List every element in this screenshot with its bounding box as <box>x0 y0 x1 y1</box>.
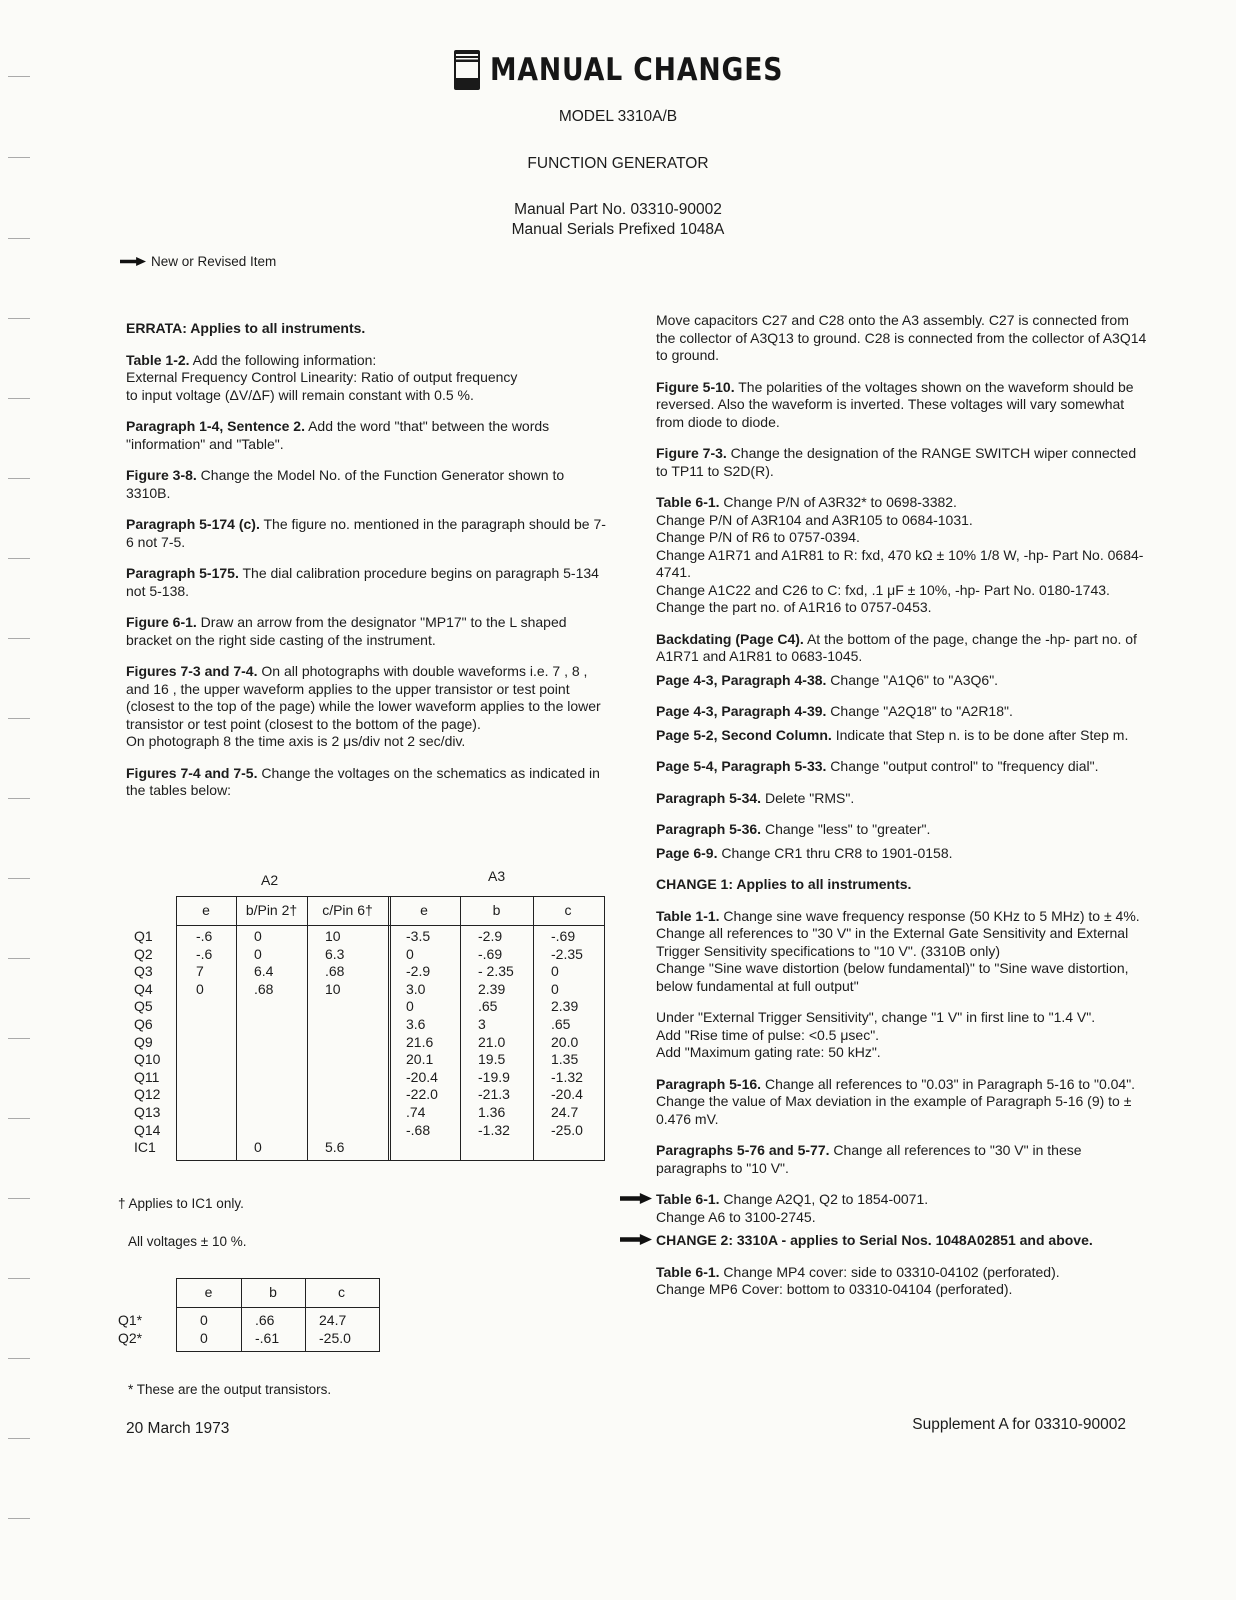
table-cell: 20.0 <box>551 1033 579 1050</box>
table-cell: 10 <box>325 980 341 997</box>
right-paragraph <box>656 1009 1150 1062</box>
right-paragraph <box>656 908 1150 996</box>
paragraph-text: Change "A2Q18" to "A2R18". <box>826 703 1013 719</box>
right-paragraph <box>656 631 1150 666</box>
table-cell: 24.7 <box>551 1104 579 1120</box>
right-paragraph <box>656 1191 1150 1226</box>
right-paragraph <box>656 445 1150 480</box>
paragraph-text: Delete "RMS". <box>761 789 855 806</box>
paragraph-text: Change the Model No. of the Function Generator shown to 3310B. <box>126 467 565 501</box>
left-paragraph <box>126 516 612 551</box>
table-cell: .66 <box>255 1312 275 1328</box>
row-label: Q2 <box>134 945 153 962</box>
table-cell: 24.7 <box>319 1312 347 1328</box>
left-paragraph <box>126 614 612 649</box>
paragraph-text: Move capacitors C27 and C28 onto the A3 assembly. C27 is connected from the collector of A3Q13 to ground. C28 is connected from the collector of A3Q14 to ground. <box>656 312 1147 363</box>
paragraph-text: Change CR1 thru CR8 to 1901-0158. <box>717 844 953 861</box>
table-cell: -20.4 <box>406 1068 438 1085</box>
table-cell: -1.32 <box>551 1068 583 1085</box>
paragraph-text: Change MP4 cover: side to 03310-04102 (perforated). Change MP6 Cover: bottom to 03310-04104 (perforated). <box>656 1263 1060 1297</box>
table-cell: 0 <box>551 980 559 997</box>
table-cell: 0 <box>406 945 414 962</box>
table-cell: 2.39 <box>551 998 579 1015</box>
left-paragraph <box>126 418 612 453</box>
paragraph-heading: Page 5-4, Paragraph 5-33. <box>656 758 827 774</box>
paragraph-heading: Table 6-1. <box>656 494 720 510</box>
paragraph-heading: Table 1-1. <box>656 907 720 924</box>
paragraph-text: Change "output control" to "frequency dial". <box>826 758 1099 774</box>
table-cell: -.69 <box>551 928 576 944</box>
row-label: Q13 <box>134 1104 161 1120</box>
paragraph-heading: Page 4-3, Paragraph 4-38. <box>656 671 827 688</box>
arrow-right-icon <box>620 1193 652 1204</box>
paragraph-heading: Figure 3-8. <box>126 467 197 483</box>
paragraph-text: Change "less" to "greater". <box>761 821 931 837</box>
paragraph-heading: Paragraph 1-4, Sentence 2. <box>126 418 305 434</box>
paragraph-heading: Figures 7-3 and 7-4. <box>126 663 258 679</box>
hp-logo-icon <box>452 48 482 92</box>
paragraph-text: On all photographs with double waveforms i.e. 7 , 8 , and 16 , the upper waveform applies to the upper transistor or test point (closest to the top of the page) while the lower waveform applies to the lower transistor or test point (closest to the bottom of the page). On photograph 8 the time axis is 2 μs/div not 2 sec/div. <box>126 663 601 749</box>
paragraph-text: Change "A1Q6" to "A3Q6". <box>826 671 999 688</box>
column-header: b <box>492 902 501 918</box>
table-cell: 3.0 <box>406 980 426 997</box>
row-label: IC1 <box>134 1139 156 1156</box>
paragraph-text: Change all references to "30 V" in these paragraphs to "10 V". <box>656 1142 1082 1176</box>
arrow-right-icon <box>120 257 146 266</box>
row-label: Q12 <box>134 1086 161 1103</box>
column-header: c <box>338 1284 345 1300</box>
column-header: b/Pin 2† <box>245 902 298 918</box>
right-paragraph <box>656 845 1150 863</box>
right-paragraph <box>656 790 1150 808</box>
table-cell: 20.1 <box>406 1051 434 1068</box>
table-frame <box>176 896 605 1161</box>
paragraph-heading: Table 1-2. <box>126 351 190 368</box>
table-cell: -.69 <box>478 945 503 962</box>
right-paragraph <box>656 703 1150 721</box>
column-header: b <box>269 1284 277 1300</box>
header-divider <box>177 925 604 926</box>
table-cell: 0 <box>406 998 414 1015</box>
column-divider <box>236 897 237 1160</box>
paragraph-heading: Page 4-3, Paragraph 4-39. <box>656 703 827 719</box>
column-divider <box>307 897 308 1160</box>
row-label: Q4 <box>134 980 153 997</box>
table-cell: -20.4 <box>551 1086 583 1103</box>
table-cell: -22.0 <box>406 1086 438 1103</box>
left-paragraph <box>126 320 612 338</box>
right-paragraph <box>656 1076 1150 1129</box>
table-cell: -19.9 <box>478 1068 510 1085</box>
table-cell: -2.9 <box>478 928 503 944</box>
table-cell: -.6 <box>196 928 213 944</box>
paragraph-text: Change A2Q1, Q2 to 1854-0071. Change A6 to 3100-2745. <box>656 1191 929 1225</box>
manual-serials: Manual Serials Prefixed 1048A <box>511 221 725 238</box>
table-cell: 0 <box>254 945 262 962</box>
output-transistor-table <box>118 1278 386 1368</box>
group-label-a2: A2 <box>261 872 279 888</box>
table-cell: 6.4 <box>254 963 274 980</box>
column-divider <box>388 897 391 1160</box>
table-cell: 19.5 <box>478 1051 506 1068</box>
row-label: Q3 <box>134 963 153 980</box>
column-header: c/Pin 6† <box>322 902 373 918</box>
paragraph-heading: CHANGE 2: 3310A - applies to Serial Nos. 1048A02851 and above. <box>656 1232 1093 1248</box>
table-cell: 7 <box>196 963 204 980</box>
table-cell: 21.0 <box>478 1033 506 1050</box>
table-cell: -2.35 <box>551 945 583 962</box>
row-label: Q1* <box>118 1312 143 1328</box>
table-cell: 0 <box>200 1312 208 1328</box>
left-column <box>126 320 612 814</box>
paragraph-heading: Paragraph 5-34. <box>656 789 762 806</box>
table-cell: 10 <box>325 928 341 944</box>
paragraph-text: Draw an arrow from the designator "MP17" to the L shaped bracket on the right side casting of the instrument. <box>126 614 567 648</box>
legend <box>120 254 276 269</box>
table-cell: .65 <box>478 998 498 1015</box>
paragraph-heading: Figures 7-4 and 7-5. <box>126 764 258 781</box>
column-header: e <box>420 902 428 918</box>
paragraph-text: The dial calibration procedure begins on paragraph 5-134 not 5-138. <box>126 565 599 599</box>
paragraph-heading: Paragraphs 5-76 and 5-77. <box>656 1142 830 1158</box>
table-cell: 21.6 <box>406 1033 434 1050</box>
table-cell: -3.5 <box>406 928 431 944</box>
paragraph-heading: Figure 5-10. <box>656 378 735 395</box>
right-column <box>656 312 1150 1313</box>
table-cell: .65 <box>551 1016 571 1032</box>
title-text: MANUAL CHANGES <box>490 52 784 88</box>
right-paragraph <box>656 494 1150 617</box>
row-label: Q14 <box>134 1121 161 1138</box>
paragraph-heading: Page 5-2, Second Column. <box>656 726 832 743</box>
column-divider <box>533 897 534 1160</box>
paragraph-heading: Page 6-9. <box>656 844 718 861</box>
table-cell: -1.32 <box>478 1121 510 1138</box>
paragraph-text: The figure no. mentioned in the paragraph should be 7-6 not 7-5. <box>126 516 606 550</box>
paragraph-text: Add the following information: External Frequency Control Linearity: Ratio of output frequency to input voltage (ΔV/ΔF) will remain constant with 0.5 %. <box>126 351 518 403</box>
table-cell: 0 <box>254 1139 262 1156</box>
row-label: Q6 <box>134 1016 153 1032</box>
table-cell: 3.6 <box>406 1016 426 1032</box>
right-paragraph <box>656 758 1150 776</box>
row-label: Q1 <box>134 928 153 944</box>
paragraph-text: Under "External Trigger Sensitivity", change "1 V" in first line to "1.4 V". Add "Rise time of pulse: <0.5 μsec". Add "Maximum gating rate: 50 kHz". <box>656 1009 1096 1060</box>
paragraph-heading: Backdating (Page C4). <box>656 630 804 647</box>
right-paragraph <box>656 876 1150 894</box>
table-cell: 6.3 <box>325 945 345 962</box>
right-paragraph <box>656 1264 1150 1299</box>
paragraph-heading: Paragraph 5-36. <box>656 821 762 837</box>
right-paragraph <box>656 727 1150 745</box>
left-paragraph <box>126 352 612 405</box>
table-cell: 3 <box>478 1016 486 1032</box>
group-label-a3: A3 <box>488 868 506 884</box>
row-label: Q2* <box>118 1330 143 1346</box>
right-paragraph <box>656 672 1150 690</box>
column-divider <box>460 897 461 1160</box>
paragraph-heading: ERRATA: Applies to all instruments. <box>126 320 366 336</box>
left-paragraph <box>126 663 612 751</box>
paragraph-text: The polarities of the voltages shown on the waveform should be reversed. Also the waveform is inverted. These voltages will vary somewhat from diode to diode. <box>656 378 1134 430</box>
paragraph-text: Add the word "that" between the words "information" and "Table". <box>126 418 550 452</box>
table-cell: -21.3 <box>478 1086 510 1103</box>
paragraph-heading: Table 6-1. <box>656 1263 720 1280</box>
header-divider <box>177 1307 379 1308</box>
table-cell: -.68 <box>406 1121 431 1138</box>
right-paragraph <box>656 379 1150 432</box>
table-cell: -.61 <box>255 1330 280 1346</box>
table-cell: -.6 <box>196 945 213 962</box>
column-header: c <box>564 902 572 918</box>
table-cell: .68 <box>325 963 345 980</box>
paragraph-text: Change P/N of A3R32* to 0698-3382. Change P/N of A3R104 and A3R105 to 0684-1031. Change P/N of R6 to 0757-0394. Change A1R71 and A1R81 to R: fxd, 470 kΩ ± 10% 1/8 W, -hp- Part No. 0684-4741. Change A1C22 and C26 to C: fxd, .1 μF ± 10%, -hp- Part No. 0180-1743. Change the part no. of A1R16 to 0757-0453. <box>656 494 1144 615</box>
column-header: e <box>202 902 210 918</box>
left-paragraph <box>126 467 612 502</box>
paragraph-text: Change sine wave frequency response (50 KHz to 5 MHz) to ± 4%. Change all references to "30 V" in the External Gate Sensitivity and External Trigger Sensitivity specifications to "10 V". (3310B only) Change "Sine wave distortion (below fundamental)" to "Sine wave distortion, below fundamental at full output" <box>656 907 1140 994</box>
row-label: Q5 <box>134 998 153 1015</box>
table-cell: 0 <box>254 928 262 944</box>
table-cell: 0 <box>551 963 559 980</box>
paragraph-heading: Paragraph 5-16. <box>656 1075 762 1092</box>
table-cell: -25.0 <box>551 1121 583 1138</box>
paragraph-heading: Paragraph 5-174 (c). <box>126 516 260 532</box>
arrow-right-icon <box>620 1234 652 1245</box>
paragraph-text: Change the designation of the RANGE SWITCH wiper connected to TP11 to S2D(R). <box>656 445 1137 479</box>
table-cell: -2.9 <box>406 963 431 980</box>
table-cell: - 2.35 <box>478 963 514 980</box>
table-cell: 1.36 <box>478 1104 506 1120</box>
note-output-transistors: * These are the output transistors. <box>128 1382 332 1397</box>
instrument-name: FUNCTION GENERATOR <box>527 155 709 172</box>
right-paragraph <box>656 1142 1150 1177</box>
row-label: Q9 <box>134 1033 153 1050</box>
footer-date: 20 March 1973 <box>126 1420 230 1437</box>
right-paragraph <box>656 821 1150 839</box>
table-cell: 2.39 <box>478 980 506 997</box>
paragraph-text: At the bottom of the page, change the -hp- part no. of A1R71 and A1R81 to 0683-1045. <box>656 630 1137 664</box>
page-title <box>452 48 831 92</box>
paragraph-heading: Table 6-1. <box>656 1191 720 1207</box>
note-voltages: All voltages ± 10 %. <box>128 1234 247 1249</box>
paragraph-heading: CHANGE 1: Applies to all instruments. <box>656 876 912 892</box>
paragraph-text: Indicate that Step n. is to be done after Step m. <box>831 726 1129 743</box>
table-cell: 0 <box>196 980 204 997</box>
table-cell: -25.0 <box>319 1330 351 1346</box>
table-cell: 5.6 <box>325 1139 345 1156</box>
table-cell: 0 <box>200 1330 208 1346</box>
footer-supplement: Supplement A for 03310-90002 <box>912 1416 1126 1433</box>
row-label: Q10 <box>134 1051 161 1068</box>
paragraph-heading: Paragraph 5-175. <box>126 565 239 581</box>
manual-part-no: Manual Part No. 03310-90002 <box>514 201 722 218</box>
column-header: e <box>204 1284 213 1300</box>
paragraph-heading: Figure 7-3. <box>656 445 727 461</box>
model-line: MODEL 3310A/B <box>558 108 678 125</box>
right-paragraph <box>656 312 1150 365</box>
legend-label: New or Revised Item <box>151 254 277 269</box>
voltage-table-a2-a3 <box>126 868 606 1168</box>
right-paragraph <box>656 1232 1150 1250</box>
note-ic1: † Applies to IC1 only. <box>118 1196 244 1211</box>
paragraph-text: Change the voltages on the schematics as indicated in the tables below: <box>126 764 600 798</box>
row-label: Q11 <box>134 1068 160 1085</box>
paragraph-text: Change all references to "0.03" in Paragraph 5-16 to "0.04". Change the value of Max deviation in the example of Paragraph 5-16 (9) to ± 0.476 mV. <box>656 1075 1136 1127</box>
paragraph-heading: Figure 6-1. <box>126 614 197 630</box>
table-cell: .68 <box>254 980 274 997</box>
left-paragraph <box>126 765 612 800</box>
table-cell: .74 <box>406 1104 426 1120</box>
left-paragraph <box>126 565 612 600</box>
table-cell: 1.35 <box>551 1051 579 1068</box>
